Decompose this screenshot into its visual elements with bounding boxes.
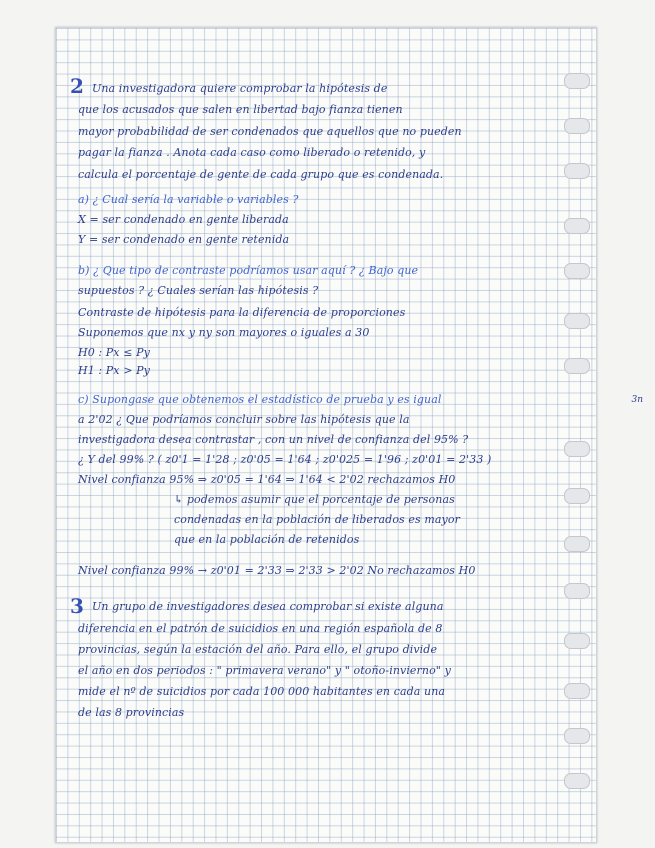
hypothesis-h0: H0 : Px ≤ Py <box>78 346 150 359</box>
problem-text-line: provincias, según la estación del año. Para ello, el grupo divide <box>78 643 438 656</box>
problem-number: 3 <box>70 594 85 618</box>
binder-hole <box>564 583 590 599</box>
question-c-line: a 2'02 ¿ Que podríamos concluir sobre las hipótesis que la <box>78 413 410 426</box>
answer-line: Nivel confianza 95% ⇒ z0'05 = 1'64 ⇒ 1'64 < 2'02 rechazamos H0 <box>78 473 456 486</box>
question-c-heading: c) Supongase que obtenemos el estadístico de prueba y es igual <box>78 393 442 406</box>
question-c-line: ¿ Y del 99% ? ( z0'1 = 1'28 ; z0'05 = 1'64 ; z0'025 = 1'96 ; z0'01 = 2'33 ) <box>78 453 492 466</box>
binder-hole <box>564 683 590 699</box>
answer-line: Contraste de hipótesis para la diferencia de proporciones <box>78 306 406 319</box>
binder-hole <box>564 728 590 744</box>
binder-hole <box>564 488 590 504</box>
problem-text-line: diferencia en el patrón de suicidios en una región española de 8 <box>78 622 443 635</box>
question-a-heading: a) ¿ Cual sería la variable o variables ? <box>78 193 299 206</box>
problem-text-line: pagar la fianza . Anota cada caso como liberado o retenido, y <box>78 146 426 159</box>
problem-text-line: calcula el porcentaje de gente de cada grupo que es condenada. <box>78 168 444 181</box>
answer-line: condenadas en la población de liberados es mayor <box>174 513 460 526</box>
question-c-line: investigadora desea contrastar , con un nivel de confianza del 95% ? <box>78 433 469 446</box>
answer-line: Y = ser condenado en gente retenida <box>78 233 290 246</box>
binder-hole <box>564 441 590 457</box>
hypothesis-h1: H1 : Px > Py <box>78 364 150 377</box>
question-b-heading-cont: supuestos ? ¿ Cuales serían las hipótesis ? <box>78 284 319 297</box>
margin-note: 3n <box>631 395 643 405</box>
binder-hole <box>564 263 590 279</box>
problem-text-line: que los acusados que salen en libertad bajo fianza tienen <box>78 103 403 116</box>
binder-hole <box>564 358 590 374</box>
binder-hole <box>564 773 590 789</box>
answer-line: que en la población de retenidos <box>174 533 360 546</box>
problem-text-line: mide el nº de suicidios por cada 100 000 habitantes en cada una <box>78 685 446 698</box>
binder-hole <box>564 118 590 134</box>
answer-line: ↳ podemos asumir que el porcentaje de personas <box>174 493 455 506</box>
binder-hole <box>564 163 590 179</box>
problem-text-line: mayor probabilidad de ser condenados que aquellos que no pueden <box>78 125 462 138</box>
binder-hole <box>564 536 590 552</box>
binder-hole <box>564 218 590 234</box>
problem-text-line: Un grupo de investigadores desea comprobar si existe alguna <box>92 600 444 613</box>
answer-line: Nivel confianza 99% → z0'01 = 2'33 ⇒ 2'33 > 2'02 No rechazamos H0 <box>78 564 476 577</box>
binder-holes <box>560 28 590 842</box>
binder-hole <box>564 313 590 329</box>
problem-text-line: de las 8 provincias <box>78 706 185 719</box>
answer-line: Suponemos que nx y ny son mayores o iguales a 30 <box>78 326 370 339</box>
problem-text-line: el año en dos periodos : " primavera verano" y " otoño-invierno" y <box>78 664 451 677</box>
problem-text-line: Una investigadora quiere comprobar la hipótesis de <box>92 82 388 95</box>
question-b-heading: b) ¿ Que tipo de contraste podríamos usar aquí ? ¿ Bajo que <box>78 264 419 277</box>
answer-line: X = ser condenado en gente liberada <box>78 213 289 226</box>
binder-hole <box>564 73 590 89</box>
problem-number: 2 <box>70 74 85 98</box>
binder-hole <box>564 633 590 649</box>
